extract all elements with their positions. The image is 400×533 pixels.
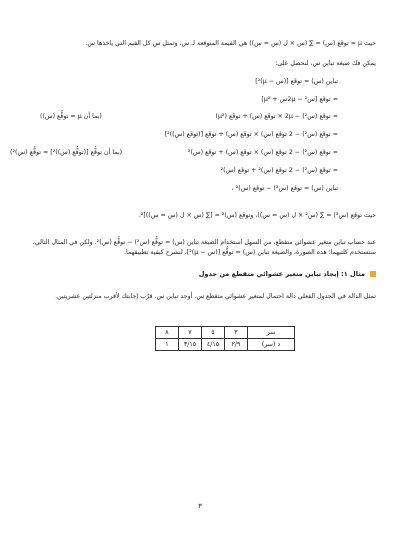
derivation-note-5: (بما أن توقُّع [(توقُّع (س))²] = توقُّع (س)²) bbox=[10, 149, 123, 156]
derivation-line-3: = توقُّع (س²) − 2μ × توقُّع (س) + توقُّع (μ²) bbox=[215, 113, 338, 120]
table-cell: ٢/٩ bbox=[225, 339, 248, 351]
where-line: حيث توقُّع (س²) = ∑ (س² × ل (س = س))، وتوقُّع (س)² = [∑ (س × ل (س = س))]². bbox=[138, 212, 376, 219]
distribution-table bbox=[155, 326, 295, 351]
derivation-line-6: = توقُّع (س²) − 2 توقُّع (س)² + توقُّع (س)² bbox=[220, 167, 338, 174]
page-number: ٣ bbox=[198, 502, 202, 510]
explanation-paragraph: عند حساب تباين متغير عشوائي متقطع، من السهل استخدام الصيغة تباين (س) = توقُّع (س²) − توقُّع (س)². ولكن في المثال التالي، سنستخدم كلتيهما؛ هذه الصورة، والصيغة تباين (س) = توقُّع [(س − μ)²]، لنشرح كيفية تطبيقهما. bbox=[32, 239, 376, 256]
orange-square-icon bbox=[370, 271, 376, 277]
table-cell: ٤/١٥ bbox=[202, 339, 225, 351]
table-row bbox=[156, 327, 295, 339]
table-row bbox=[156, 339, 295, 351]
derivation-line-7: تباين (س) = توقُّع (س²) − توقُّع (س)² ، bbox=[231, 185, 338, 192]
table-cell: ٣ bbox=[225, 327, 248, 339]
table-header-cell: د (سر) bbox=[248, 339, 295, 351]
derivation-line-5: = توقُّع (س²) − 2 توقُّع (س) × توقُّع (س) + توقُّع (س)² bbox=[187, 149, 338, 156]
table-header-cell: سر bbox=[248, 327, 295, 339]
intro-line-2: يمكن فك صيغة تباين س، لنحصل على: bbox=[275, 60, 376, 67]
table-cell: ٧ bbox=[179, 327, 202, 339]
table-cell: ١ bbox=[156, 339, 179, 351]
derivation-line-4: = توقُّع (س²) − 2 توقُّع (س) × توقُّع (س) + توقُّع [(توقُّع (س))²] bbox=[164, 131, 338, 138]
example-title: مثال ١: إيجاد تباين متغير عشوائي متقطع من جدول bbox=[198, 270, 365, 278]
derivation-line-1: تباين (س) = توقُّع [(س − μ)²] bbox=[255, 78, 338, 85]
table-cell: ٨ bbox=[156, 327, 179, 339]
derivation-line-2: = توقُّع [س² − 2μس + μ²] bbox=[261, 96, 338, 103]
table-cell: ٥ bbox=[202, 327, 225, 339]
derivation-note-3: (بما أن μ = توقُّع (س)) bbox=[40, 113, 102, 120]
example-heading bbox=[199, 270, 376, 278]
table-cell: ٣/١٥ bbox=[179, 339, 202, 351]
intro-line-1: حيث μ = توقُّع (س) = ∑ (س × ل (س = س)) هي القيمة المتوقعة لـ س، وتمثل س كل القيم التي يأخذها س. bbox=[85, 40, 376, 47]
example-text: تمثل الدالة في الجدول الفعلي دالة احتمال لمتغير عشوائي متقطع س. أوجد تباين س. قرّب إجابتك لأقرب منزلتين عشريتين. bbox=[55, 293, 376, 300]
